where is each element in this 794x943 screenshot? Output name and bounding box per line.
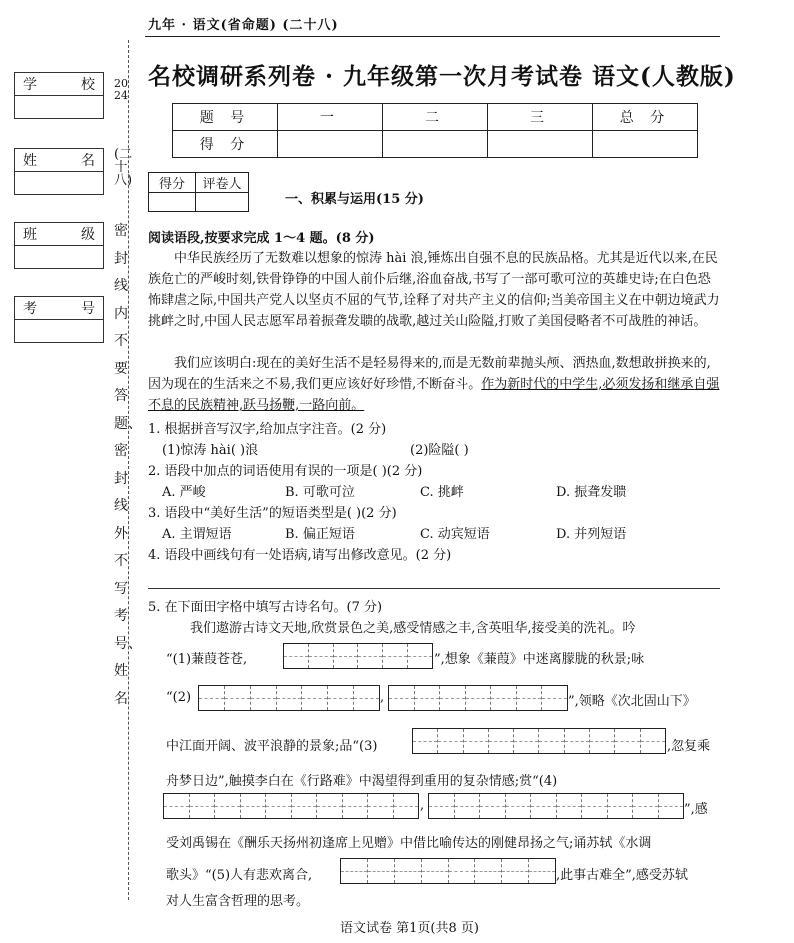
option-a[interactable]: A. 严峻 <box>162 485 206 500</box>
writing-grid[interactable] <box>340 858 556 884</box>
class-field[interactable] <box>14 222 104 269</box>
score-table-cell: 二 <box>383 104 488 131</box>
exam-number-field[interactable] <box>14 296 104 343</box>
field-label-char: 班 <box>23 227 37 243</box>
grader-score-input[interactable] <box>149 193 196 212</box>
underlined-sentence: 作为新时代的中学生,必须发扬和继承自强不息的民族精神,跃马扬鞭,一路向前。 <box>148 377 720 413</box>
question-1-part-2: (2)险隘( ) <box>410 443 469 458</box>
writing-grid[interactable] <box>198 685 380 711</box>
writing-grid[interactable] <box>388 685 568 711</box>
poem-line: “(2) <box>166 690 192 705</box>
score-input-cell[interactable] <box>278 131 383 158</box>
question-2: 2. 语段中加点的词语使用有误的一项是( )(2 分) <box>148 464 423 479</box>
school-field[interactable] <box>14 72 104 119</box>
poem-line: ,忽复乘 <box>667 739 711 754</box>
seal-instruction-vertical: 密封线内不要答题、密封线外不写考号、姓名 <box>114 223 142 707</box>
reading-instruction: 阅读语段,按要求完成 1～4 题。(8 分) <box>148 231 375 246</box>
option-b[interactable]: B. 偏正短语 <box>285 527 355 542</box>
field-label-char: 号 <box>81 301 95 317</box>
year-vertical: 2024 <box>114 77 128 102</box>
field-label-char: 级 <box>81 227 95 243</box>
grader-name-label: 评卷人 <box>196 173 249 193</box>
score-table-cell: 题 号 <box>173 104 278 131</box>
poem-line: 受刘禹锡在《酬乐天扬州初逢席上见赠》中借比喻传达的刚健昂扬之气;诵苏轼《水调 <box>166 836 652 851</box>
score-table-cell: 一 <box>278 104 383 131</box>
name-field[interactable] <box>14 148 104 195</box>
grader-score-label: 得分 <box>149 173 196 193</box>
score-table-cell: 得 分 <box>173 131 278 158</box>
option-b[interactable]: B. 可歌可泣 <box>285 485 355 500</box>
running-header: 九年 · 语文(省命题) (二十八) <box>148 18 339 33</box>
question-3: 3. 语段中“美好生活”的短语类型是( )(2 分) <box>148 506 397 521</box>
score-table-cell: 三 <box>488 104 593 131</box>
field-label-char: 姓 <box>23 153 37 169</box>
score-table <box>172 103 698 158</box>
field-label-char: 学 <box>23 77 37 93</box>
section-title: 一、积累与运用(15 分) <box>285 192 424 207</box>
poem-line: 歌头》“(5)人有悲欢离合, <box>166 868 313 883</box>
poem-line: “(1)蒹葭苍苍, <box>166 652 248 667</box>
poem-line: 对人生富含哲理的思考。 <box>166 894 310 909</box>
option-d[interactable]: D. 并列短语 <box>556 527 627 542</box>
poem-line: ”,想象《蒹葭》中迷离朦胧的秋景;咏 <box>434 652 645 667</box>
writing-grid[interactable] <box>428 793 684 819</box>
poem-line: 舟梦日边”,触摸李白在《行路难》中渴望得到重用的复杂情感;赏“(4) <box>166 774 558 789</box>
poem-line: ”,领略《次北固山下》 <box>568 694 696 709</box>
writing-grid[interactable] <box>412 728 666 754</box>
option-c[interactable]: C. 动宾短语 <box>420 527 490 542</box>
seal-line <box>128 40 129 900</box>
option-a[interactable]: A. 主谓短语 <box>162 527 232 542</box>
poem-line: 中江面开阔、波平浪静的景象;品“(3) <box>166 739 378 754</box>
question-4: 4. 语段中画线句有一处语病,请写出修改意见。(2 分) <box>148 548 452 563</box>
field-label-char: 名 <box>81 153 95 169</box>
score-input-cell[interactable] <box>488 131 593 158</box>
score-input-cell[interactable] <box>383 131 488 158</box>
question-1: 1. 根据拼音写汉字,给加点字注音。(2 分) <box>148 422 387 437</box>
grader-box <box>148 172 249 212</box>
score-table-header-row <box>173 104 698 131</box>
reading-paragraph-1: 中华民族经历了无数难以想象的惊涛 hài 浪,锤炼出自强不息的民族品格。尤其是近代以来,在民族危亡的严峻时刻,铁骨铮铮的中国人前仆后继,浴血奋战,书写了一部可歌可泣的英雄史诗;在白色恐怖肆虐之际,中国共产党人以坚贞不屈的气节,诠释了对共产主义的信仰;当美帝国主义在中朝边境武力挑衅之时,中国人民志愿军昂着振聋发聩的战歌,越过关山险隘,打败了美国侵略者不可战胜的神话。 <box>148 251 720 329</box>
question-5: 5. 在下面田字格中填写古诗名句。(7 分) <box>148 600 383 615</box>
poem-line: , <box>420 798 425 813</box>
reading-paragraph-2 <box>148 353 720 416</box>
poem-line: ,此事古难全”,感受苏轼 <box>556 868 688 883</box>
question-5-intro: 我们遨游古诗文天地,欣赏景色之美,感受情感之丰,含英咀华,接受美的洗礼。吟 <box>190 621 636 636</box>
writing-grid[interactable] <box>283 643 433 669</box>
answer-separator <box>148 588 720 589</box>
paragraph-text: 我们应该明白:现在的美好生活不是轻易得来的,而是无数前辈抛头颅、洒热血,数想敢拼换来的,因为现在的生活来之不易,我们更应该好好珍惜,不断奋斗。 <box>148 356 711 392</box>
option-d[interactable]: D. 振聋发聩 <box>556 485 627 500</box>
writing-grid[interactable] <box>163 793 419 819</box>
header-rule <box>145 36 720 37</box>
question-1-part-1: (1)惊涛 hài( )浪 <box>162 443 259 458</box>
score-table-cell: 总 分 <box>593 104 698 131</box>
field-label-char: 校 <box>81 77 95 93</box>
poem-line: , <box>380 690 385 705</box>
page-title: 名校调研系列卷 · 九年级第一次月考试卷 语文(人教版) <box>148 63 736 90</box>
page-footer: 语文试卷 第1页(共8 页) <box>340 921 479 936</box>
option-c[interactable]: C. 挑衅 <box>420 485 464 500</box>
field-label-char: 考 <box>23 301 37 317</box>
poem-line: ”,感 <box>684 802 708 817</box>
series-vertical: (二十八) <box>114 147 133 188</box>
grader-name-input[interactable] <box>196 193 249 212</box>
score-table-score-row <box>173 131 698 158</box>
score-input-cell[interactable] <box>593 131 698 158</box>
